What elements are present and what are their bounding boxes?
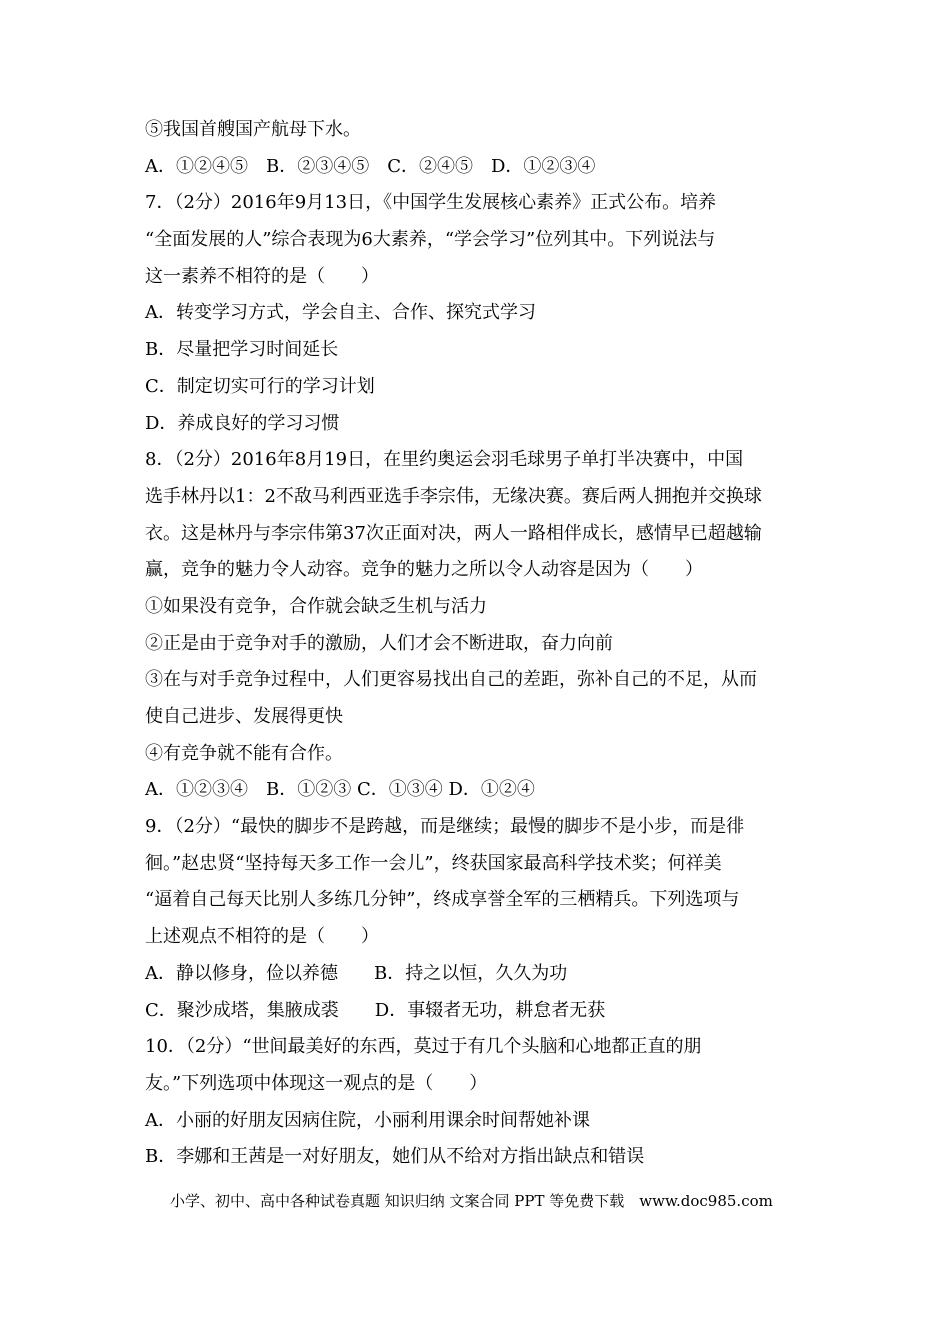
question-9-options: A．静以修身，俭以养德 B．持之以恒，久久为功	[145, 962, 568, 984]
answer-options: A．①②④⑤ B．②③④⑤ C．②④⑤ D．①②③④	[145, 155, 596, 177]
text-line: ⑤我国首艘国产航母下水。	[145, 119, 361, 140]
question-7-option-c: C．制定切实可行的学习计划	[145, 375, 375, 397]
question-9-options: C．聚沙成塔，集腋成裘 D．事辍者无功，耕怠者无获	[145, 999, 606, 1021]
question-8-statement: ③在与对手竞争过程中，人们更容易找出自己的差距，弥补自己的不足，从而	[145, 669, 757, 691]
question-7-stem: “全面发展的人”综合表现为6大素养，“学会学习”位列其中。下列说法与	[145, 229, 716, 251]
question-10-stem: 10．（2分）“世间最美好的东西，莫过于有几个头脑和心地都正直的朋	[145, 1036, 702, 1058]
question-9-stem: “逼着自己每天比别人多练几分钟”，终成享誉全军的三栖精兵。下列选项与	[145, 889, 740, 911]
question-9-stem: 9．（2分）“最快的脚步不是跨越，而是继续；最慢的脚步不是小步，而是徘	[145, 816, 745, 838]
question-8-options: A．①②③④ B．①②③ C．①③④ D．①②④	[145, 779, 535, 801]
question-10-option-b: B．李娜和王茜是一对好朋友，她们从不给对方指出缺点和错误	[145, 1146, 645, 1168]
exam-content	[145, 112, 810, 1176]
page-footer: 小学、初中、高中各种试卷真题 知识归纳 文案合同 PPT 等免费下载 www.doc985.com	[170, 1192, 773, 1210]
question-10-option-a: A．小丽的好朋友因病住院，小丽利用课余时间帮她补课	[145, 1109, 590, 1131]
question-9-stem: 上述观点不相符的是（ ）	[145, 926, 379, 948]
question-10-stem: 友。”下列选项中体现这一观点的是（ ）	[145, 1072, 488, 1094]
question-7-stem: 7．（2分）2016年9月13日，《中国学生发展核心素养》正式公布。培养	[145, 192, 717, 214]
question-7-option-a: A．转变学习方式，学会自主、合作、探究式学习	[145, 302, 536, 324]
question-8-stem: 8．（2分）2016年8月19日，在里约奥运会羽毛球男子单打半决赛中，中国	[145, 449, 744, 471]
question-8-stem: 衣。这是林丹与李宗伟第37次正面对决，两人一路相伴成长，感情早已超越输	[145, 522, 762, 544]
question-8-stem: 赢，竞争的魅力令人动容。竞争的魅力之所以令人动容是因为（ ）	[145, 559, 703, 581]
question-8-statement: ①如果没有竞争，合作就会缺乏生机与活力	[145, 595, 487, 617]
question-8-stem: 选手林丹以1：2不敌马利西亚选手李宗伟，无缘决赛。赛后两人拥抱并交换球	[145, 485, 762, 507]
question-8-statement: 使自己进步、发展得更快	[145, 706, 343, 727]
question-8-statement: ④有竞争就不能有合作。	[145, 742, 343, 764]
question-8-statement: ②正是由于竞争对手的激励，人们才会不断进取，奋力向前	[145, 632, 613, 654]
question-7-option-b: B．尽量把学习时间延长	[145, 339, 339, 361]
question-9-stem: 徊。”赵忠贤“坚持每天多工作一会儿”，终获国家最高科学技术奖；何祥美	[145, 852, 722, 874]
question-7-option-d: D．养成良好的学习习惯	[145, 412, 340, 434]
question-7-stem: 这一素养不相符的是（ ）	[145, 265, 379, 287]
